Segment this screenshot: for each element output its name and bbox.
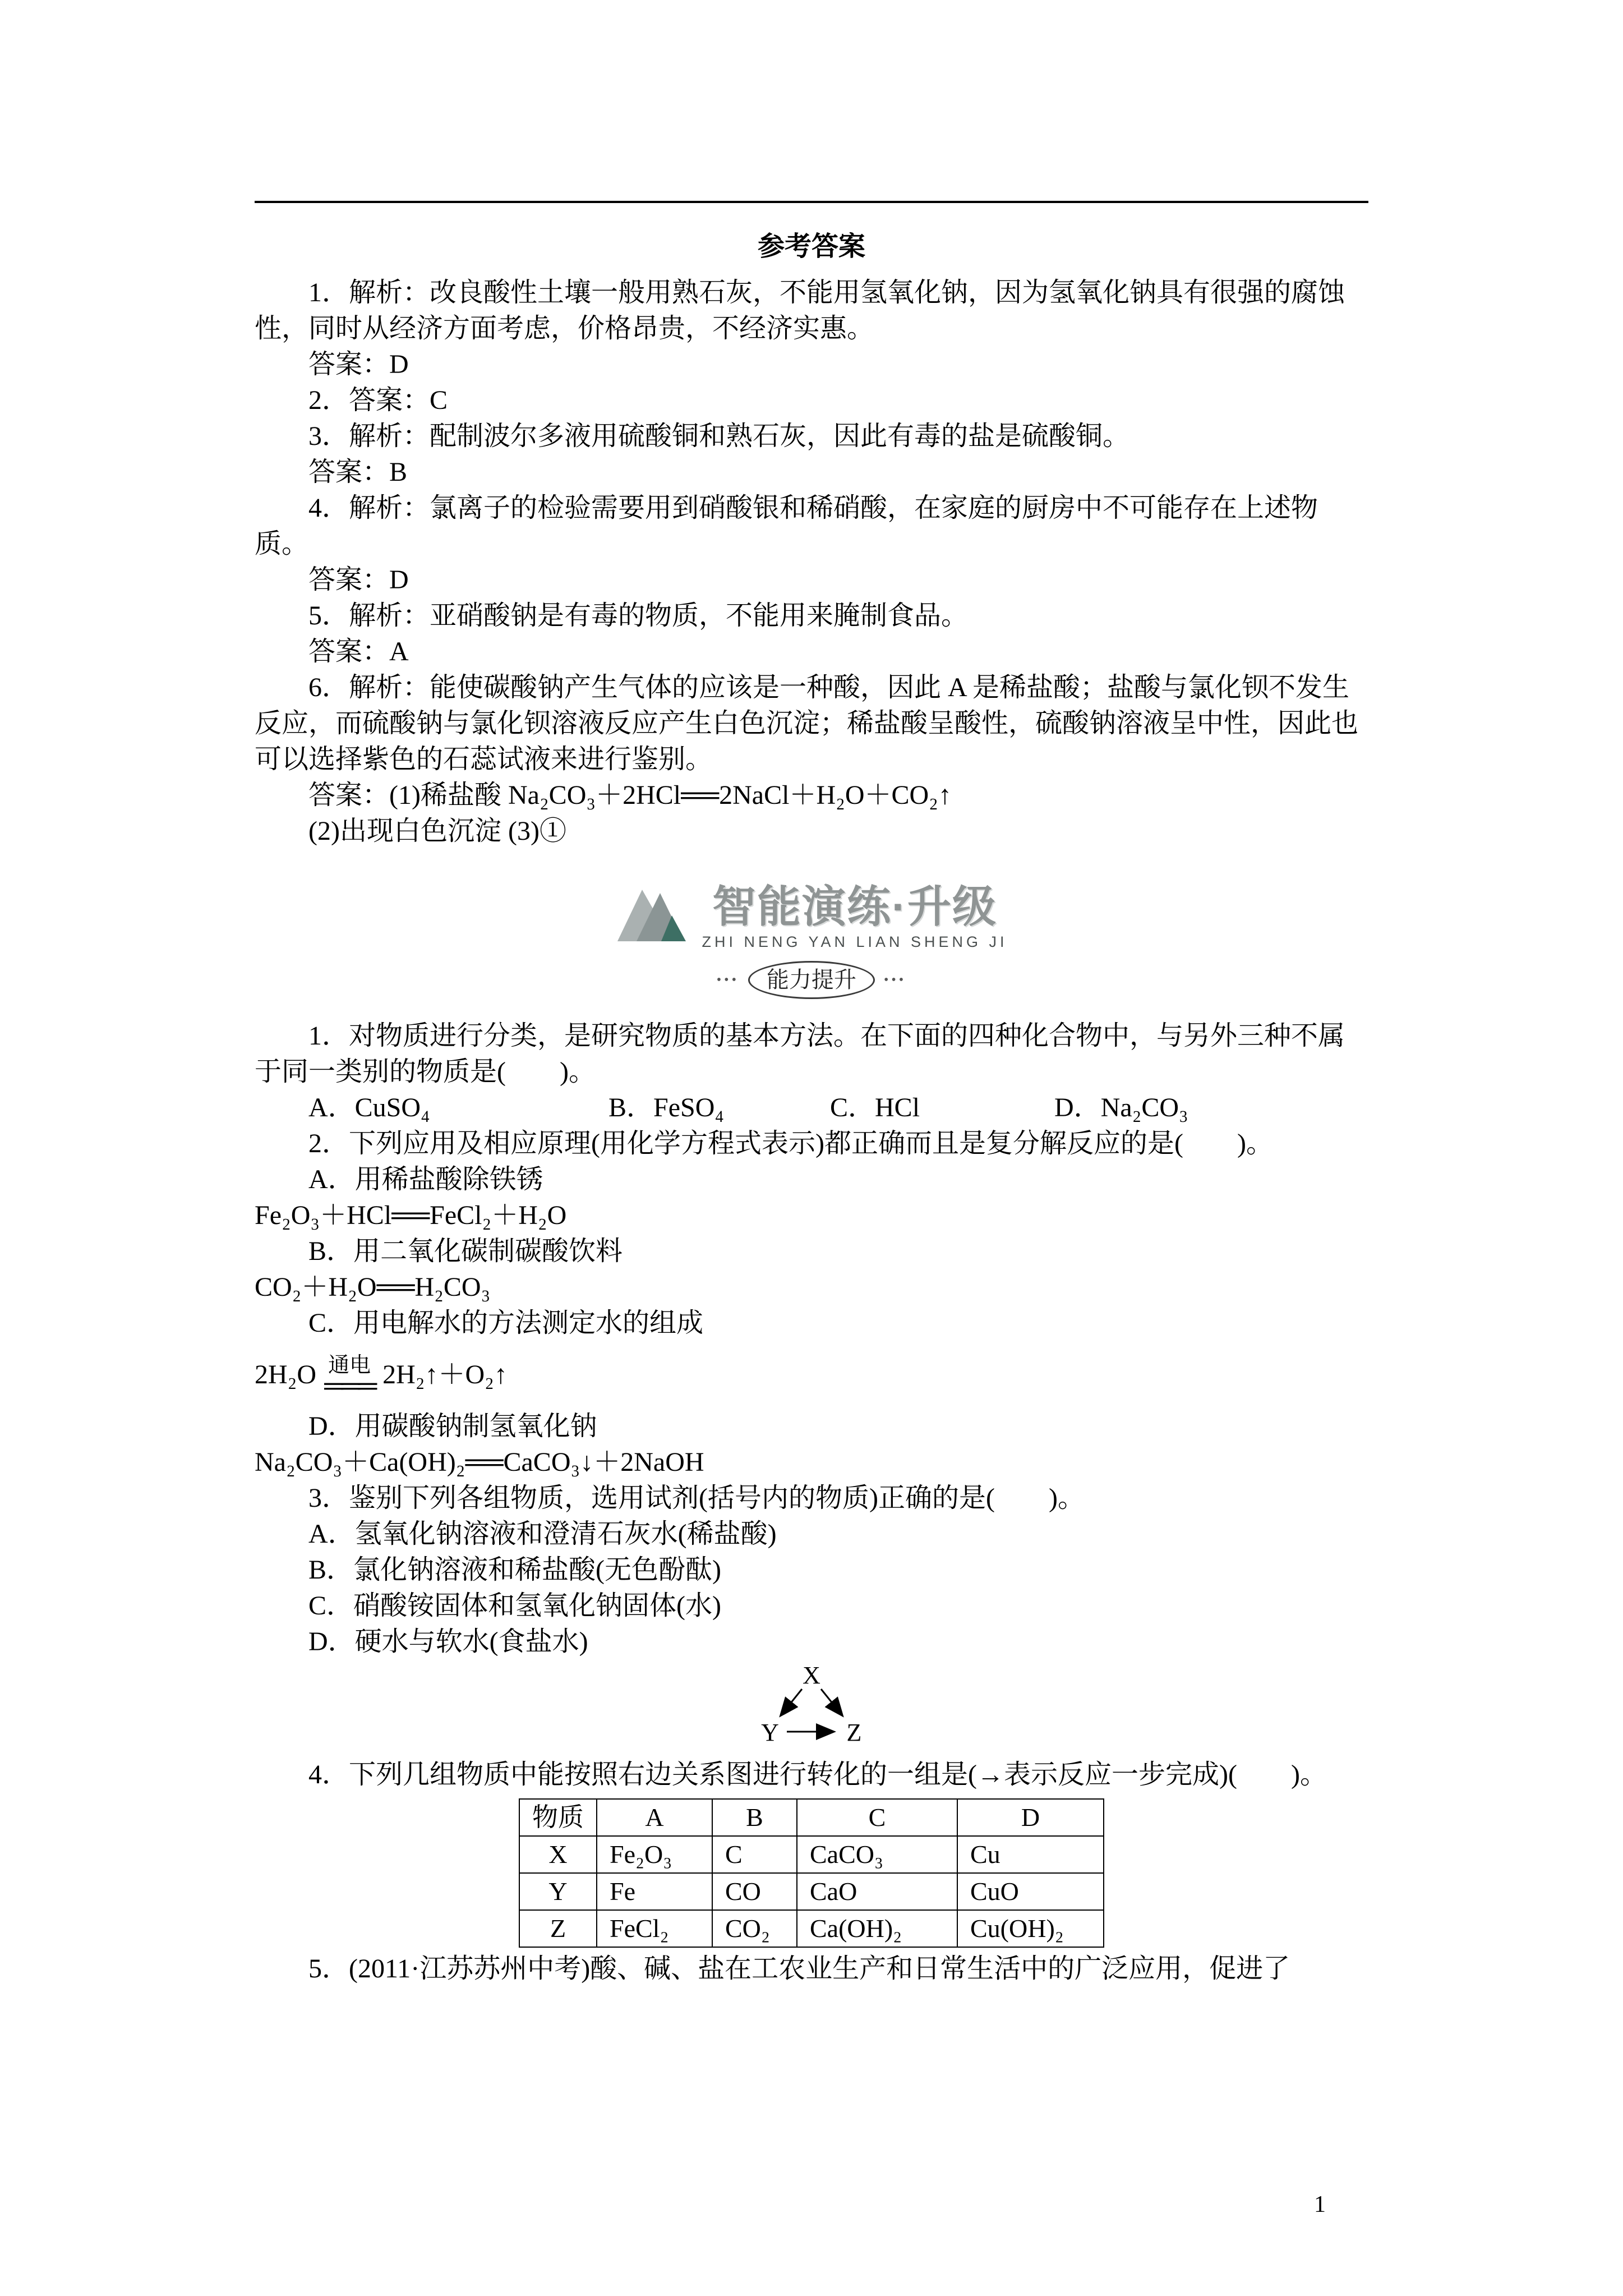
question-3: 3．鉴别下列各组物质，选用试剂(括号内的物质)正确的是( )。 — [308, 1483, 1085, 1513]
question-3-option-d: D．硬水与软水(食盐水) — [308, 1627, 588, 1657]
equation-electrolysis — [255, 1341, 1368, 1409]
badge-dots-left: ••• — [716, 973, 739, 987]
answer-3: 答案：B — [308, 457, 408, 487]
relation-diagram — [255, 1662, 1368, 1756]
condition-label: 通电 — [328, 1354, 371, 1377]
table-cell: C — [712, 1836, 797, 1873]
table-header-row — [519, 1799, 1104, 1836]
table-cell: FeCl₂ — [597, 1910, 712, 1947]
question-5: 5．(2011·江苏苏州中考)酸、碱、盐在工农业生产和日常生活中的广泛应用，促进了 — [308, 1954, 1290, 1984]
table-cell: Fe — [597, 1873, 712, 1910]
table-cell: Fe₂O₃ — [597, 1836, 712, 1873]
question-1-options — [255, 1090, 1368, 1126]
question-3-option-b: B．氯化钠溶液和稀盐酸(无色酚酞) — [308, 1555, 721, 1585]
table-cell: CaCO₃ — [797, 1836, 957, 1873]
option-c: C．HCl — [830, 1093, 920, 1122]
equation-rust-removal: Fe₂O₃＋HCl══FeCl₂＋H₂O — [255, 1200, 567, 1230]
equation-naoh-production: Na₂CO₃＋Ca(OH)₂══CaCO₃↓＋2NaOH — [255, 1447, 704, 1477]
question-1: 1．对物质进行分类，是研究物质的基本方法。在下面的四种化合物中，与另外三种不属于同一类别的物质是( )。 — [255, 1021, 1345, 1087]
answer-2: 2．答案：C — [308, 385, 448, 415]
brand-logo-row — [255, 878, 1368, 955]
answer-6-part1: 答案：(1)稀盐酸 Na₂CO₃＋2HCl══2NaCl＋H₂O＋CO₂↑ — [308, 780, 952, 810]
answer-6-part2: (2)出现白色沉淀 (3)① — [308, 816, 566, 846]
option-b: B．FeSO₄ — [608, 1093, 725, 1122]
brand-icon — [615, 878, 694, 955]
equation-left: 2H₂O — [255, 1360, 317, 1389]
table-cell: CuO — [957, 1873, 1104, 1910]
table-row — [519, 1910, 1104, 1947]
question-2-option-b: B．用二氧化碳制碳酸饮料 — [308, 1236, 623, 1266]
header-rule — [255, 201, 1368, 203]
table-cell: X — [519, 1836, 597, 1873]
table-header-d: D — [957, 1799, 1104, 1836]
table-cell: Cu(OH)₂ — [957, 1910, 1104, 1947]
question-2-option-c: C．用电解水的方法测定水的组成 — [308, 1308, 704, 1338]
table-cell: CO₂ — [712, 1910, 797, 1947]
table-header-substance: 物质 — [519, 1799, 597, 1836]
option-a: A．CuSO₄ — [308, 1093, 430, 1122]
double-line: ═══ — [324, 1371, 375, 1401]
table-cell: Z — [519, 1910, 597, 1947]
question-2-option-d: D．用碳酸钠制氢氧化钠 — [308, 1411, 597, 1441]
diagram-node-x: X — [803, 1662, 820, 1689]
brand-titles — [702, 882, 1007, 952]
question-3-option-c: C．硝酸铵固体和氢氧化钠固体(水) — [308, 1591, 721, 1621]
table-cell: Ca(OH)₂ — [797, 1910, 957, 1947]
answer-4: 答案：D — [308, 565, 409, 595]
question-3-option-a: A．氢氧化钠溶液和澄清石灰水(稀盐酸) — [308, 1519, 777, 1549]
answer-1: 答案：D — [308, 349, 409, 379]
ability-badge: 能力提升 — [748, 961, 875, 999]
answer-explanation-6: 6．解析：能使碳酸钠产生气体的应该是一种酸，因此 A 是稀盐酸；盐酸与氯化钡不发生反应，而硫酸钠与氯化钡溶液反应产生白色沉淀；稀盐酸呈酸性，硫酸钠溶液呈中性，因此也可以选择紫色的石蕊试液来进行鉴别。 — [255, 673, 1359, 774]
page-number: 1 — [1314, 2192, 1326, 2217]
answer-explanation-3: 3．解析：配制波尔多液用硫酸铜和熟石灰，因此有毒的盐是硫酸铜。 — [308, 421, 1130, 451]
ability-badge-row — [255, 961, 1368, 999]
diagram-node-y: Y — [761, 1719, 779, 1746]
badge-dots-right: ••• — [884, 973, 907, 987]
diagram-node-z: Z — [846, 1719, 862, 1746]
answers-title: 参考答案 — [757, 232, 865, 261]
question-2: 2．下列应用及相应原理(用化学方程式表示)都正确而且是复分解反应的是( )。 — [308, 1129, 1273, 1158]
answer-explanation-1: 1．解析：改良酸性土壤一般用熟石灰，不能用氢氧化钠，因为氢氧化钠具有很强的腐蚀性，同时从经济方面考虑，价格昂贵，不经济实惠。 — [255, 278, 1345, 343]
equation-right: 2H₂↑＋O₂↑ — [382, 1360, 508, 1389]
table-cell: Y — [519, 1873, 597, 1910]
table-cell: CO — [712, 1873, 797, 1910]
table-header-c: C — [797, 1799, 957, 1836]
answer-explanation-5: 5．解析：亚硝酸钠是有毒的物质，不能用来腌制食品。 — [308, 601, 969, 631]
substances-table — [519, 1798, 1104, 1948]
table-header-a: A — [597, 1799, 712, 1836]
equation-carbonic-acid: CO₂＋H₂O══H₂CO₃ — [255, 1272, 491, 1302]
question-2-option-a: A．用稀盐酸除铁锈 — [308, 1165, 543, 1194]
option-d: D．Na₂CO₃ — [1054, 1093, 1188, 1122]
table-cell: CaO — [797, 1873, 957, 1910]
brand-logo-block — [255, 878, 1368, 999]
brand-subtitle: ZHI NENG YAN LIAN SHENG JI — [702, 933, 1008, 950]
question-4: 4．下列几组物质中能按照右边关系图进行转化的一组是(→表示反应一步完成)( )。 — [308, 1760, 1327, 1789]
brand-title: 智能演练·升级 — [712, 881, 997, 931]
answer-5: 答案：A — [308, 637, 409, 666]
table-row — [519, 1873, 1104, 1910]
table-row — [519, 1836, 1104, 1873]
table-cell: Cu — [957, 1836, 1104, 1873]
answer-explanation-4: 4．解析：氯离子的检验需要用到硝酸银和稀硝酸，在家庭的厨房中不可能存在上述物质。 — [255, 493, 1318, 559]
equation-condition-stack — [324, 1354, 375, 1401]
table-header-b: B — [712, 1799, 797, 1836]
